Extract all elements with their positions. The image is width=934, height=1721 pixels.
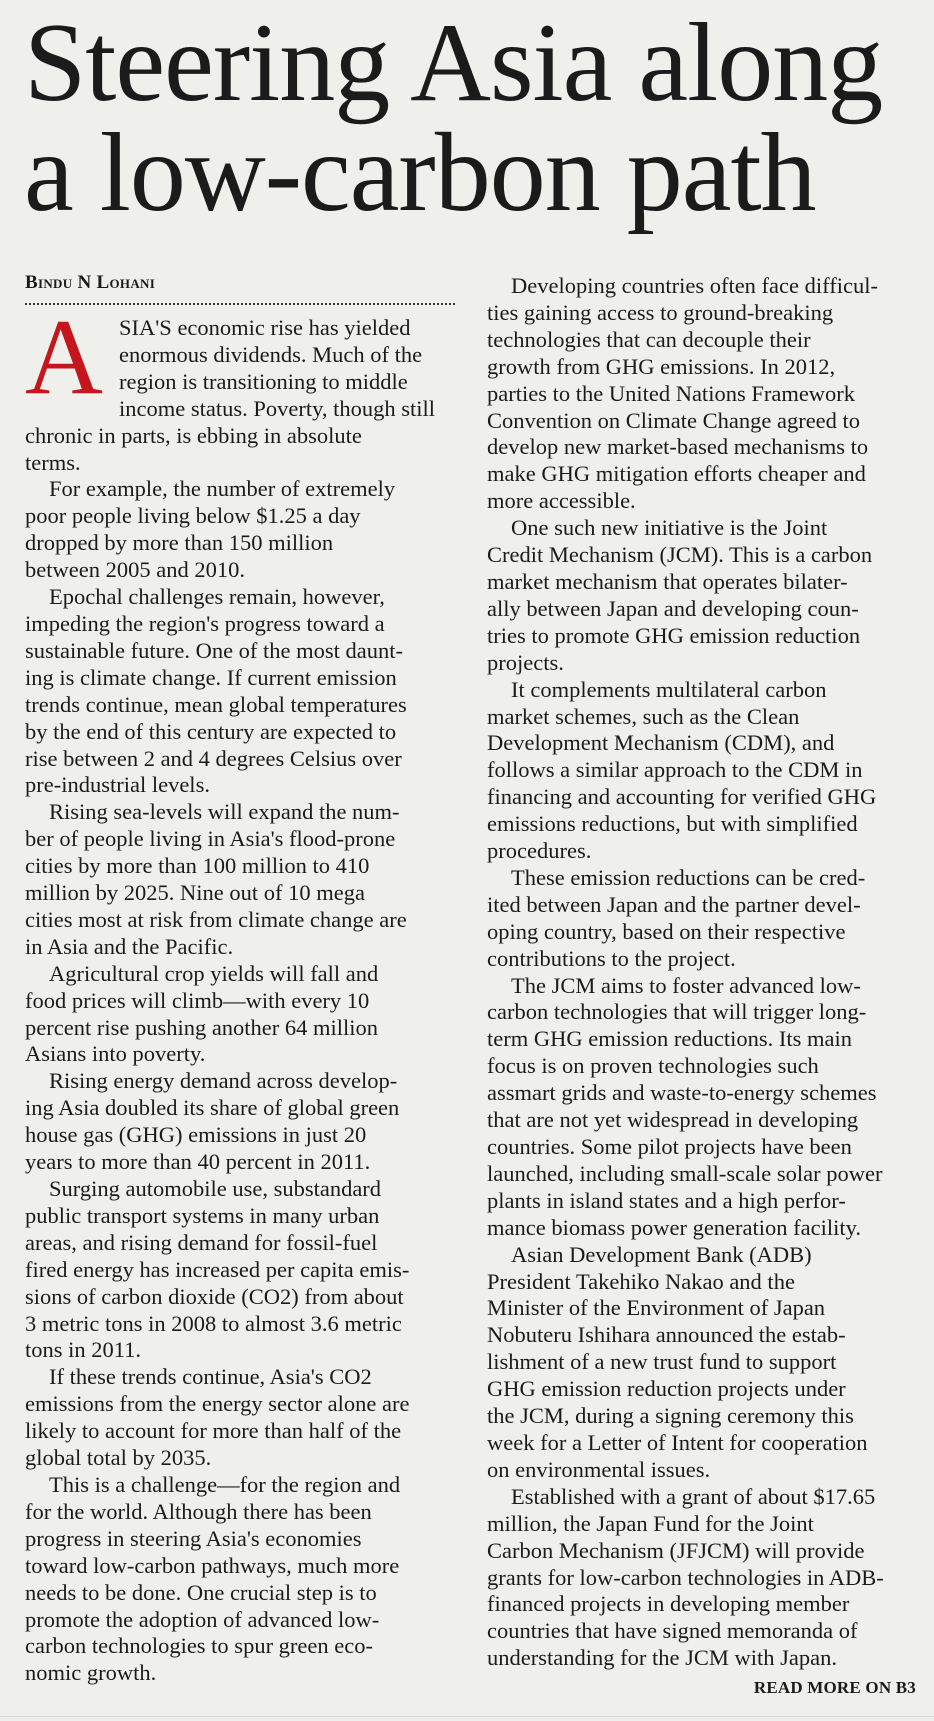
paragraph: Agricultural crop yields will fall and food prices will climb—with every 10 percent rise pushing another 64 million Asians into poverty. [25, 960, 379, 1067]
paragraph: Rising sea-levels will expand the num- ber of people living in Asia's flood-prone cities by more than 100 million to 410 million by 2025. Nine out of 10 mega cities most at risk from climate change are in Asia and the Pacific. [25, 799, 407, 959]
paragraph: Asian Development Bank (ADB) President Takehiko Nakao and the Minister of the Environment of Japan Nobuteru Ishihara announced the estab- lishment of a new trust fund to support GHG emission reduction projects under the JCM, during a signing ceremony this week for a Letter of Intent for cooperation on environmental issues. [487, 1241, 868, 1482]
paragraph: The JCM aims to foster advanced low- carbon technologies that will trigger long- term GHG emission reductions. Its main focus is on proven technologies such assmart grids and waste-to-energy schemes that are not yet widespread in developing countries. Some pilot projects have been launched, including small-scale solar power plants in island states and a high perfor- mance biomass power generation facility. [487, 972, 883, 1240]
paragraph: This is a challenge—for the region and for the world. Although there has been progress in steering Asia's economies toward low-carbon pathways, much more needs to be done. One crucial step is to promote the adoption of advanced low- carbon technologies to spur green eco- nomic growth. [25, 1471, 401, 1686]
paragraph: It complements multilateral carbon market schemes, such as the Clean Development Mechanism (CDM), and follows a similar approach to the CDM in financing and accounting for verified GHG emissions reductions, but with simplified procedures. [487, 676, 877, 864]
paragraph: Established with a grant of about $17.65 million, the Japan Fund for the Joint Carbon Mechanism (JFJCM) will provide grants for low-carbon technologies in ADB- financed projects in developing member countries that have signed memoranda of understanding for the JCM with Japan. [487, 1483, 884, 1671]
paragraph-text: SIA'S economic rise has yielded enormous dividends. Much of the region is transitioning to middle income status. Poverty, though still chronic in parts, is ebbing in absolute terms. [25, 315, 436, 475]
bottom-rule [0, 1716, 934, 1717]
paragraph: For example, the number of extremely poor people living below $1.25 a day dropped by more than 150 million between 2005 and 2010. [25, 476, 396, 583]
headline: Steering Asia along a low-carbon path [24, 1, 883, 235]
paragraph: Surging automobile use, substandard public transport systems in many urban areas, and rising demand for fossil-fuel fired energy has increased per capita emis- sions of carbon dioxide (CO2) from about 3 metric tons in 2008 to almost 3.6 metric tons in 2011. [25, 1176, 410, 1363]
paragraph: Developing countries often face difficul- ties gaining access to ground-breaking technologies that can decouple their growth from GHG emissions. In 2012, parties to the United Nations Framework Convention on Climate Change agreed to develop new market-based mechanisms to make GHG mitigation efforts cheaper and more accessible. [487, 273, 878, 514]
paragraph: One such new initiative is the Joint Credit Mechanism (JCM). This is a carbon market mechanism that operates bilater- ally between Japan and developing coun- tries to promote GHG emission reduction projects. [487, 515, 873, 675]
article-column-left [25, 298, 465, 1687]
drop-cap: A [25, 298, 103, 417]
byline: Bindu N Lohani [25, 272, 156, 293]
paragraph: If these trends continue, Asia's CO2 emissions from the energy sector alone are likely to account for more than half of the global total by 2035. [25, 1364, 410, 1471]
paragraph [25, 298, 465, 476]
paragraph: Rising energy demand across develop- ing Asia doubled its share of global green house gas (GHG) emissions in just 20 years to more than 40 percent in 2011. [25, 1068, 400, 1175]
article-column-right [487, 273, 927, 1672]
paragraph: Epochal challenges remain, however, impeding the region's progress toward a sustainable future. One of the most daunt- ing is climate change. If current emission trends continue, mean global temperatures by the end of this century are expected to rise between 2 and 4 degrees Celsius over pre-industrial levels. [25, 584, 407, 798]
read-more-jump: READ MORE ON B3 [753, 1678, 916, 1697]
paragraph: These emission reductions can be cred- ited between Japan and the partner devel- oping country, based on their respective contributions to the project. [487, 864, 866, 971]
